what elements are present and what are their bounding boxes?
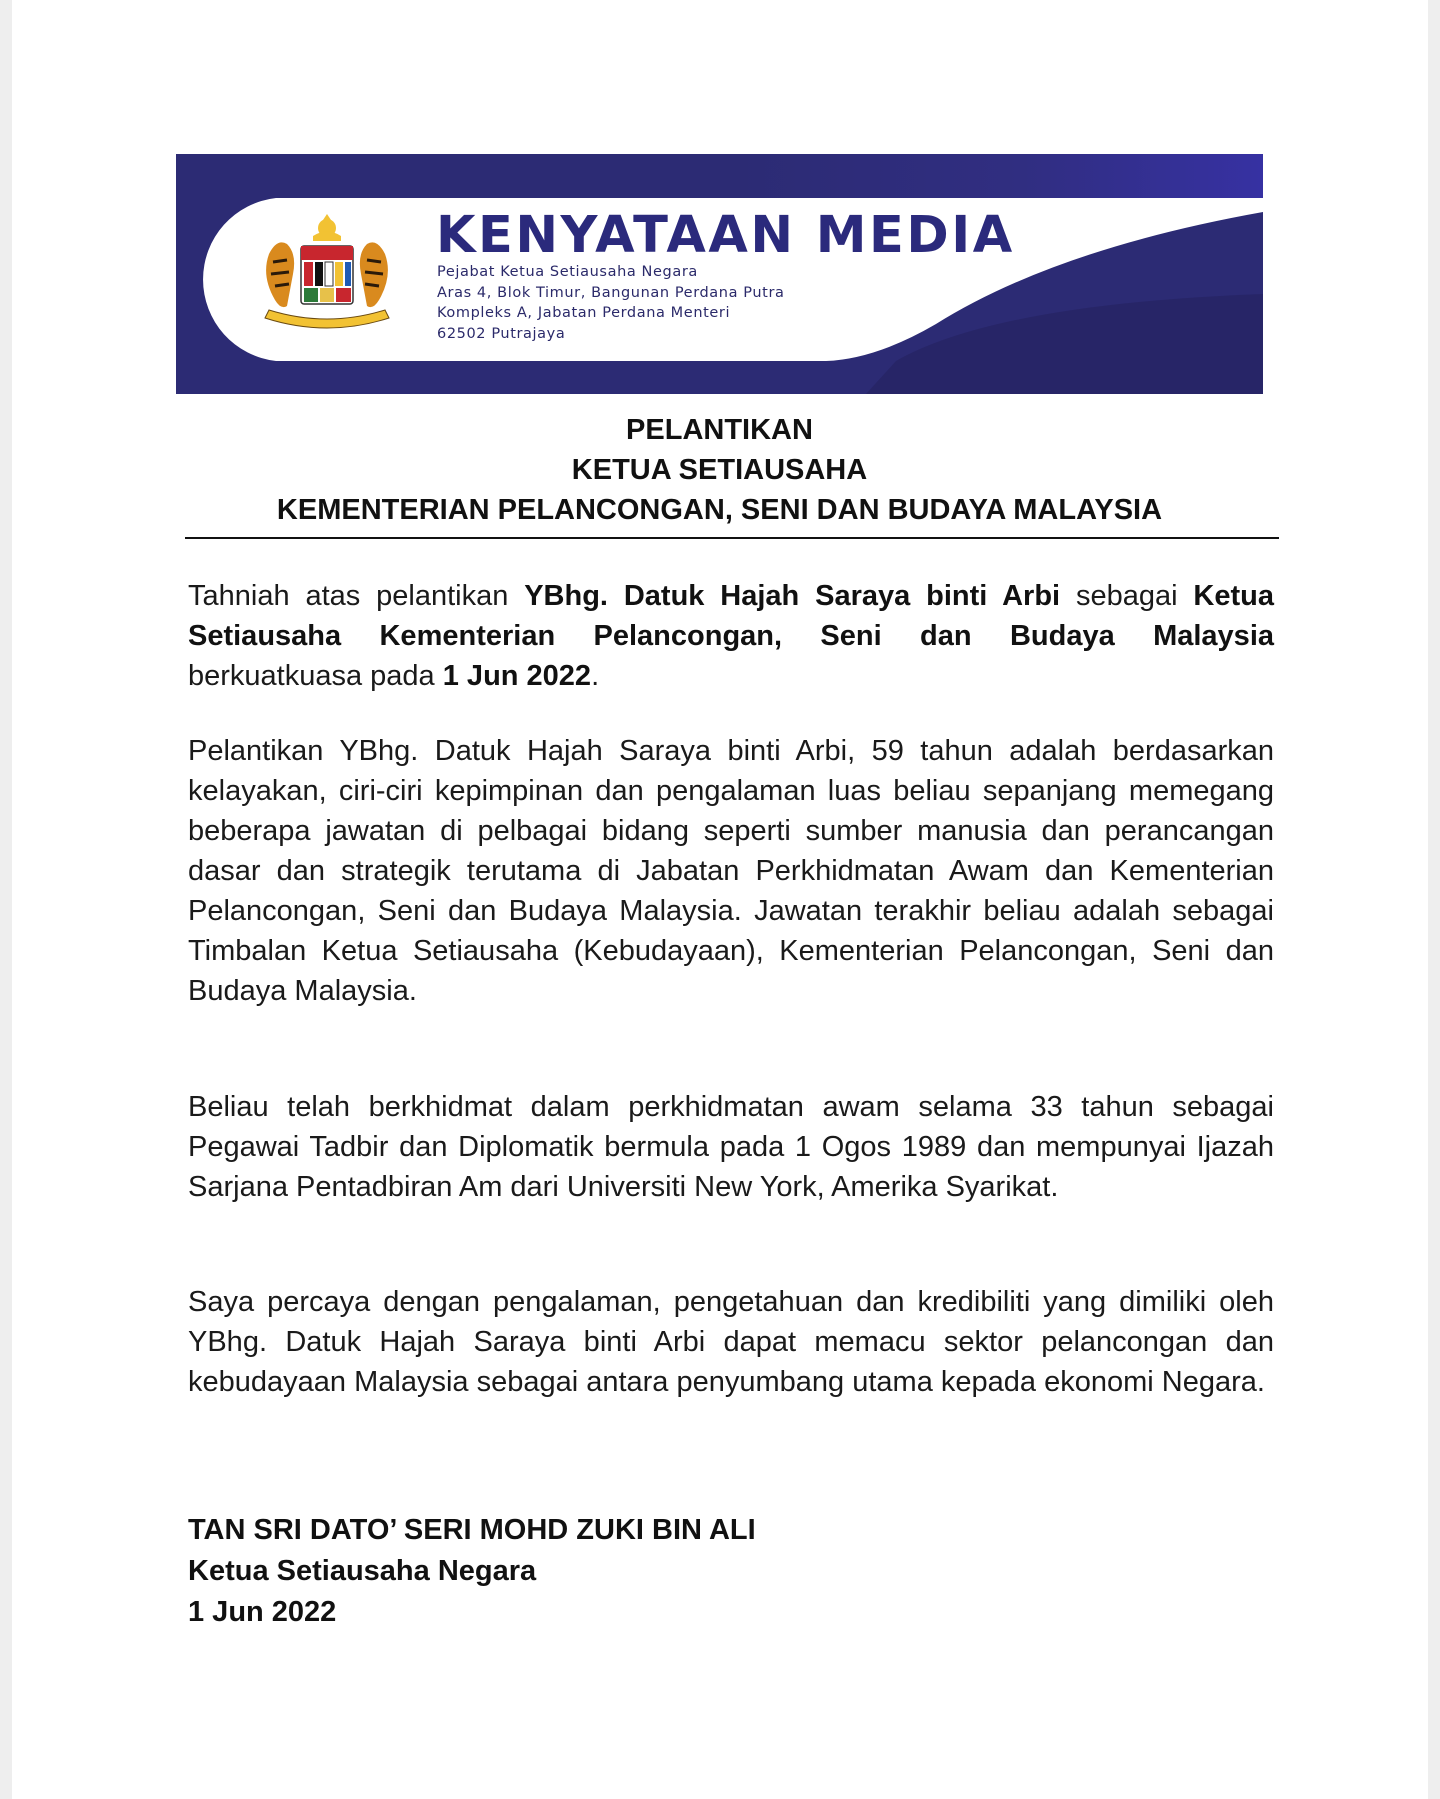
heading-line: KETUA SETIAUSAHA	[571, 454, 868, 486]
media-statement-banner	[176, 154, 1263, 394]
appointee-name: YBhg. Datuk Hajah Saraya binti Arbi	[524, 580, 1061, 612]
signature-date: 1 Jun 2022	[188, 1596, 337, 1628]
address-line: Pejabat Ketua Setiausaha Negara	[437, 264, 698, 280]
document-page	[12, 0, 1428, 1799]
address-line: Aras 4, Blok Timur, Bangunan Perdana Putra	[437, 284, 785, 301]
banner-title: KENYATAAN MEDIA	[436, 206, 1015, 265]
paragraph-text: sebagai	[1060, 580, 1194, 612]
paragraph-text: berkuatkuasa pada	[188, 660, 443, 692]
address-line: Kompleks A, Jabatan Perdana Menteri	[437, 305, 731, 321]
signature-block	[188, 1510, 756, 1633]
signatory-name: TAN SRI DATO’ SERI MOHD ZUKI BIN ALI	[188, 1514, 756, 1546]
sender-address	[437, 262, 785, 344]
coat-of-arms-logo	[257, 214, 397, 332]
heading-line: KEMENTERIAN PELANCONGAN, SENI DAN BUDAYA MALAYSIA	[276, 494, 1163, 526]
signatory-position: Ketua Setiausaha Negara	[188, 1555, 537, 1587]
paragraph-closing: Saya percaya dengan pengalaman, pengetahuan dan kredibiliti yang dimiliki oleh YBhg. Datuk Hajah Saraya binti Arbi dapat memacu sektor pelancongan dan kebudayaan Malaysia sebagai antara penyumbang utama kepada ekonomi Negara.	[188, 1286, 1274, 1398]
statement-heading	[176, 410, 1263, 530]
paragraph-background: Pelantikan YBhg. Datuk Hajah Saraya binti Arbi, 59 tahun adalah berdasarkan kelayakan, ciri-ciri kepimpinan dan pengalaman luas beliau sepanjang memegang beberapa jawatan di pelbagai bidang seperti sumber manusia dan perancangan dasar dan strategik terutama di Jabatan Perkhidmatan Awam dan Kementerian Pelancongan, Seni dan Budaya Malaysia. Jawatan terakhir beliau adalah sebagai Timbalan Ketua Setiausaha (Kebudayaan), Kementerian Pelancongan, Seni dan Budaya Malaysia.	[188, 735, 1274, 1007]
paragraph-text: Tahniah atas pelantikan	[188, 580, 525, 612]
heading-divider	[185, 537, 1279, 539]
paragraph-announcement	[188, 576, 1274, 696]
effective-date: 1 Jun 2022	[442, 660, 592, 692]
appointed-position: Ketua Setiausaha Kementerian Pelancongan, Seni dan Budaya Malaysia	[188, 580, 1274, 652]
paragraph-text: .	[591, 660, 600, 692]
address-line: 62502 Putrajaya	[437, 325, 566, 342]
heading-line: PELANTIKAN	[626, 414, 813, 446]
paragraph-career: Beliau telah berkhidmat dalam perkhidmatan awam selama 33 tahun sebagai Pegawai Tadbir dan Diplomatik bermula pada 1 Ogos 1989 dan mempunyai Ijazah Sarjana Pentadbiran Am dari Universiti New York, Amerika Syarikat.	[188, 1091, 1274, 1203]
